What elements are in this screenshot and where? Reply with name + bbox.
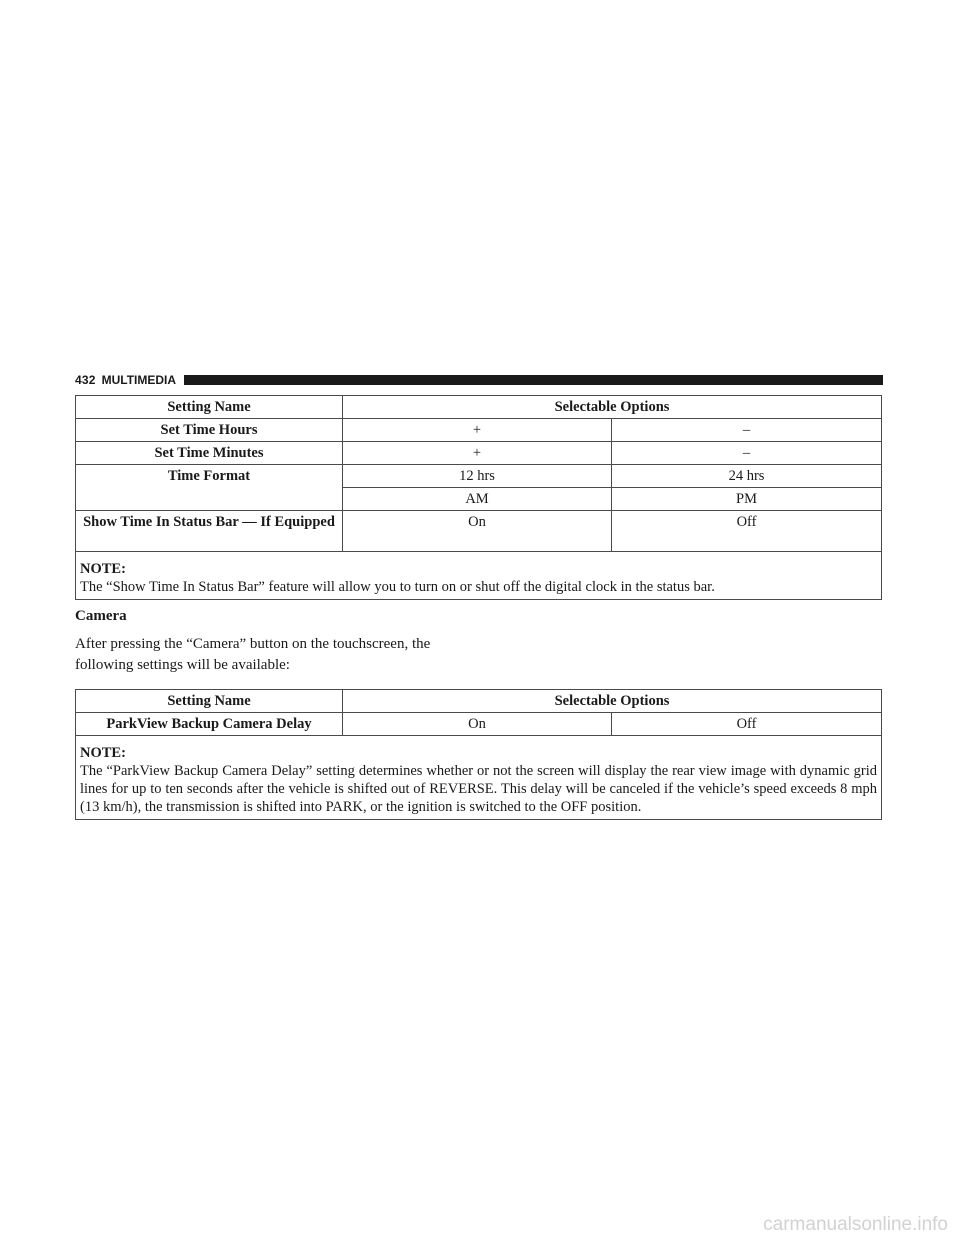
note-label: NOTE: — [80, 561, 126, 577]
note-text: The “Show Time In Status Bar” feature will allow you to turn on or shut off the digital clock in the status bar. — [80, 579, 715, 595]
table-row — [76, 511, 882, 552]
header-selectable-options: Selectable Options — [343, 690, 882, 713]
option-value: PM — [612, 488, 882, 511]
watermark: carmanualsonline.info — [763, 1214, 948, 1235]
setting-name: Time Format — [76, 465, 343, 511]
option-value: – — [612, 419, 882, 442]
setting-name: Set Time Minutes — [76, 442, 343, 465]
option-value: + — [343, 442, 612, 465]
table-header-row — [76, 396, 882, 419]
option-value: 24 hrs — [612, 465, 882, 488]
table-row — [76, 465, 882, 488]
header-rule — [184, 375, 883, 385]
option-value: On — [343, 511, 612, 552]
note-cell — [76, 736, 882, 820]
header-setting-name: Setting Name — [76, 396, 343, 419]
note-cell — [76, 552, 882, 600]
option-value: – — [612, 442, 882, 465]
table-row — [76, 442, 882, 465]
setting-name: ParkView Backup Camera Delay — [76, 713, 343, 736]
header-setting-name: Setting Name — [76, 690, 343, 713]
option-value: 12 hrs — [343, 465, 612, 488]
setting-name: Set Time Hours — [76, 419, 343, 442]
note-label: NOTE: — [80, 745, 126, 761]
option-value: On — [343, 713, 612, 736]
setting-name: Show Time In Status Bar — If Equipped — [76, 511, 343, 552]
header-selectable-options: Selectable Options — [343, 396, 882, 419]
option-value: Off — [612, 713, 882, 736]
option-value: + — [343, 419, 612, 442]
table-row — [76, 713, 882, 736]
camera-settings-table — [75, 689, 882, 820]
camera-heading: Camera — [75, 608, 127, 624]
section-title: MULTIMEDIA — [101, 373, 177, 387]
table-header-row — [76, 690, 882, 713]
page-number: 432 — [75, 373, 96, 387]
camera-intro: After pressing the “Camera” button on the touchscreen, the following settings will be available: — [75, 636, 431, 673]
clock-settings-table — [75, 395, 882, 600]
note-row — [76, 736, 882, 820]
note-row — [76, 552, 882, 600]
note-text: The “ParkView Backup Camera Delay” setting determines whether or not the screen will display the rear view image with dynamic grid lines for up to ten seconds after the vehicle is shifted out of REVERSE. This delay will be canceled if the vehicle’s speed exceeds 8 mph (13 km/h), the transmission is shifted into PARK, or the ignition is switched to the OFF position. — [80, 763, 878, 815]
option-value: AM — [343, 488, 612, 511]
table-row — [76, 419, 882, 442]
option-value: Off — [612, 511, 882, 552]
page-header — [75, 372, 883, 388]
